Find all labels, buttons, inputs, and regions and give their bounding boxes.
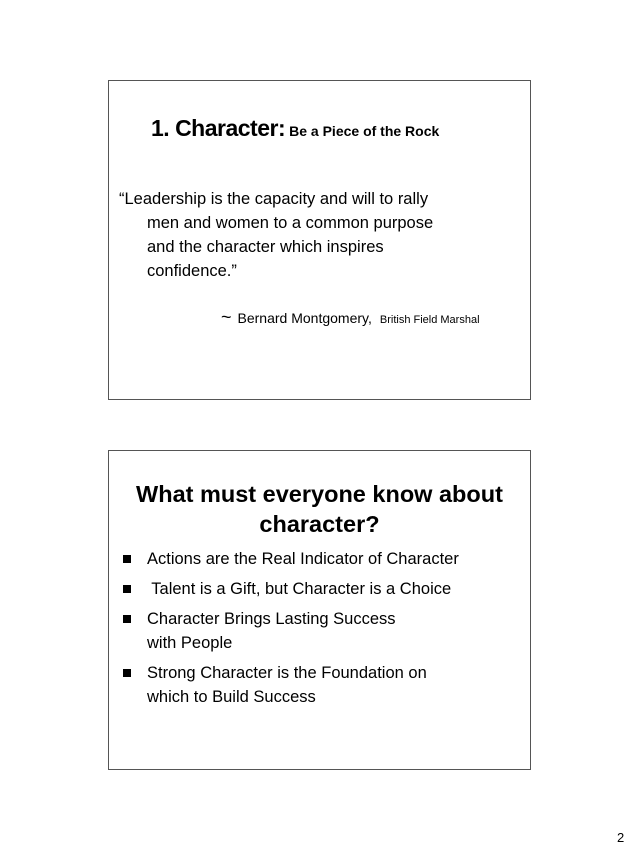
- quote-line: “Leadership is the capacity and will to rally: [119, 190, 429, 208]
- square-bullet-icon: [123, 555, 131, 563]
- attribution-role: British Field Marshal: [379, 314, 480, 326]
- slide-2-title: What must everyone know about character?: [136, 481, 503, 537]
- bullet-text: Character Brings Lasting Success: [147, 610, 396, 628]
- square-bullet-icon: [123, 585, 131, 593]
- quote-line: men and women to a common purpose: [147, 214, 434, 232]
- square-bullet-icon: [123, 615, 131, 623]
- slide-1-title-sub: Be a Piece of the Rock: [289, 123, 440, 139]
- quote-line: confidence.”: [147, 262, 237, 280]
- attribution-tilde: ~: [221, 307, 232, 327]
- attribution-name: Bernard Montgomery,: [237, 310, 372, 326]
- leadership-quote: [119, 187, 519, 283]
- list-item: [119, 577, 524, 601]
- list-item: [119, 661, 524, 709]
- slide-1-title-main: 1. Character:: [151, 115, 286, 141]
- bullet-text-continued: with People: [147, 634, 233, 652]
- character-bullet-list: [119, 547, 524, 715]
- quote-attribution: [221, 307, 480, 328]
- square-bullet-icon: [123, 669, 131, 677]
- slide-1: [108, 80, 531, 400]
- list-item: [119, 547, 524, 571]
- slide-1-title: [151, 115, 439, 142]
- bullet-text-continued: which to Build Success: [147, 688, 316, 706]
- list-item: [119, 607, 524, 655]
- page-number: 2: [617, 830, 625, 845]
- slide-2: [108, 450, 531, 770]
- bullet-text: Actions are the Real Indicator of Character: [147, 550, 459, 568]
- bullet-text: Talent is a Gift, but Character is a Choice: [147, 580, 452, 598]
- bullet-text: Strong Character is the Foundation on: [147, 664, 427, 682]
- quote-line: and the character which inspires: [147, 238, 384, 256]
